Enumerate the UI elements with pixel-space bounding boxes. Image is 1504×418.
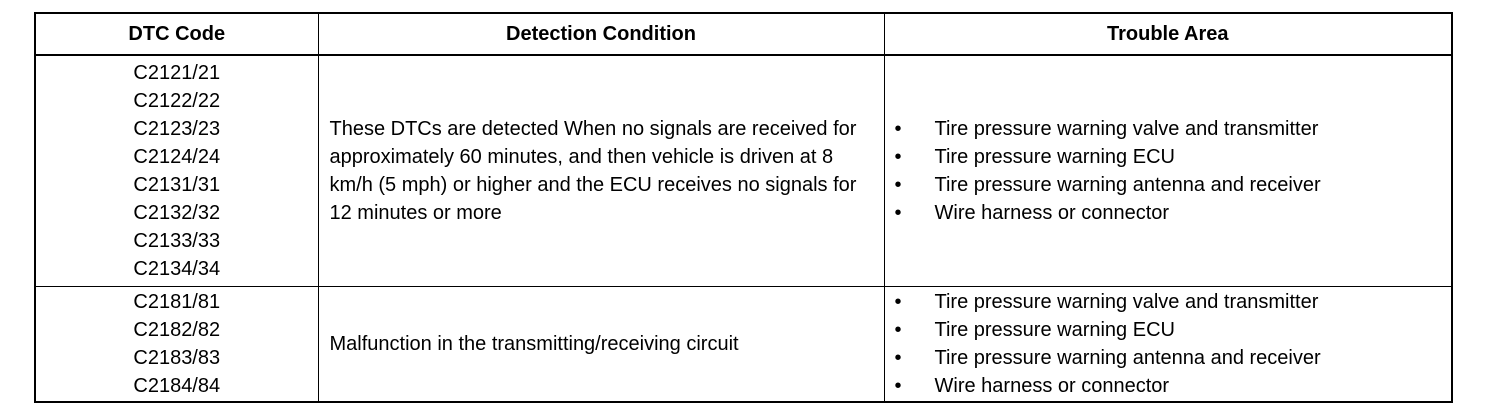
dtc-code: C2121/21 xyxy=(133,62,221,84)
dtc-code: C2132/32 xyxy=(133,202,221,224)
trouble-area-text: Tire pressure warning valve and transmitter xyxy=(934,291,1319,313)
trouble-area-text: Tire pressure warning ECU xyxy=(934,146,1175,168)
trouble-area-list xyxy=(895,288,1452,400)
trouble-area-cell xyxy=(884,55,1452,287)
dtc-table xyxy=(34,12,1453,403)
dtc-code: C2133/33 xyxy=(133,230,221,252)
list-item xyxy=(895,143,1452,171)
list-item xyxy=(895,199,1452,227)
dtc-code: C2123/23 xyxy=(133,118,221,140)
list-item xyxy=(895,316,1452,344)
trouble-area-cell xyxy=(884,287,1452,403)
dtc-code: C2124/24 xyxy=(133,146,221,168)
detection-condition-cell: Malfunction in the transmitting/receiving circuit xyxy=(318,287,884,403)
trouble-area-text: Wire harness or connector xyxy=(934,375,1170,397)
trouble-area-text: Tire pressure warning antenna and receiver xyxy=(934,347,1321,369)
detection-condition-cell: These DTCs are detected When no signals are received for approximately 60 minutes, and then vehicle is driven at 8 km/h (5 mph) or higher and the ECU receives no signals for 12 minutes or more xyxy=(318,55,884,287)
bullet-icon: • xyxy=(894,146,902,168)
trouble-area-list xyxy=(895,115,1452,227)
trouble-area-text: Wire harness or connector xyxy=(934,202,1170,224)
table-row xyxy=(35,287,1452,403)
trouble-area-text: Tire pressure warning ECU xyxy=(934,319,1175,341)
header-trouble-area: Trouble Area xyxy=(884,13,1452,55)
dtc-code: C2122/22 xyxy=(133,90,221,112)
list-item xyxy=(895,372,1452,400)
list-item xyxy=(895,288,1452,316)
header-dtc-code: DTC Code xyxy=(35,13,318,55)
trouble-area-text: Tire pressure warning valve and transmitter xyxy=(934,118,1319,140)
table-row xyxy=(35,55,1452,287)
dtc-code: C2181/81 xyxy=(133,291,221,313)
header-detection-condition: Detection Condition xyxy=(318,13,884,55)
dtc-code: C2183/83 xyxy=(133,347,221,369)
bullet-icon: • xyxy=(894,174,902,196)
bullet-icon: • xyxy=(894,319,902,341)
table-header-row xyxy=(35,13,1452,55)
dtc-code-cell xyxy=(35,287,318,403)
dtc-code: C2131/31 xyxy=(133,174,221,196)
dtc-code-cell xyxy=(35,55,318,287)
dtc-code: C2184/84 xyxy=(133,375,221,397)
list-item xyxy=(895,171,1452,199)
dtc-code: C2182/82 xyxy=(133,319,221,341)
trouble-area-text: Tire pressure warning antenna and receiver xyxy=(934,174,1321,196)
bullet-icon: • xyxy=(894,347,902,369)
list-item xyxy=(895,344,1452,372)
dtc-code: C2134/34 xyxy=(133,258,221,280)
bullet-icon: • xyxy=(894,202,902,224)
bullet-icon: • xyxy=(894,291,902,313)
bullet-icon: • xyxy=(894,118,902,140)
list-item xyxy=(895,115,1452,143)
bullet-icon: • xyxy=(894,375,902,397)
